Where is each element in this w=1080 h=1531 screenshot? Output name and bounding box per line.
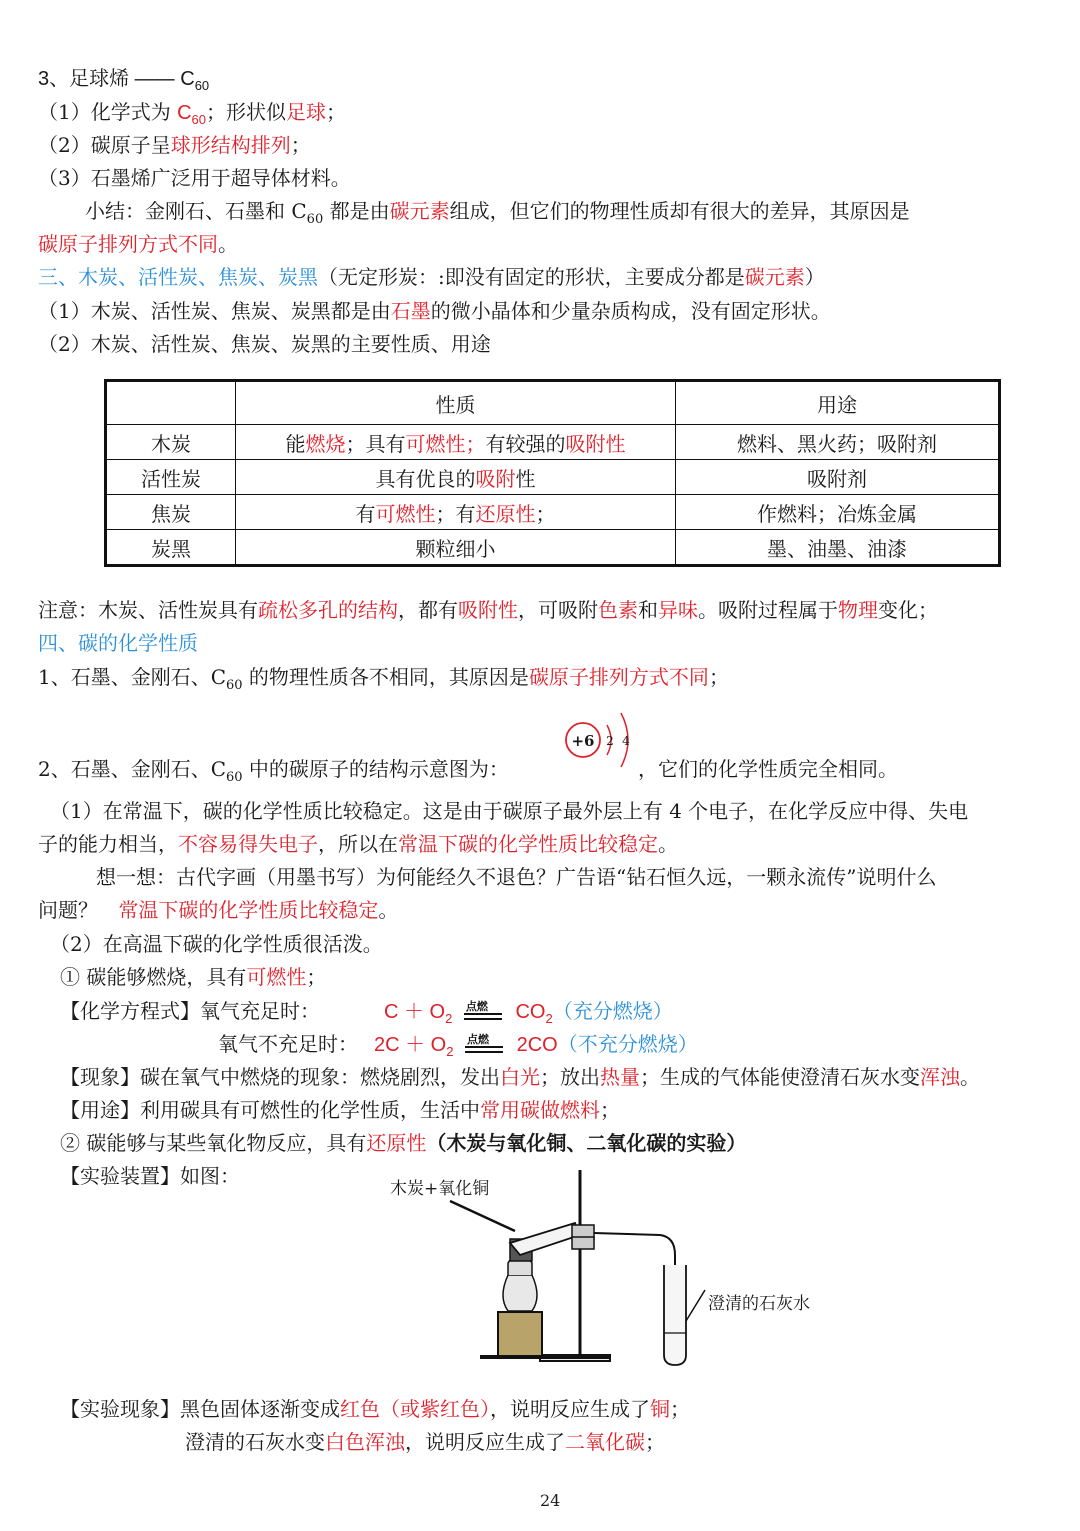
- hard-glass-tube: [510, 1223, 580, 1255]
- equation-2-label: 氧气不充足时：: [218, 1032, 358, 1056]
- reaction-arrow: 点燃: [464, 1003, 504, 1023]
- think-line-2: 问题？ 常温下碳的化学性质比较稳定。: [38, 898, 399, 922]
- table-cell-name: 活性炭: [106, 460, 236, 495]
- table-cell-property: 能燃烧；具有可燃性；有较强的吸附性: [236, 425, 676, 460]
- summary-line-2: 碳原子排列方式不同。: [38, 232, 238, 256]
- shell-1-electrons: 2: [606, 734, 614, 748]
- amorphous-item-2: （2）木炭、活性炭、焦炭、炭黑的主要性质、用途: [38, 332, 491, 356]
- summary-line-1: 小结：金刚石、石墨和 $C_{60}$ 都是由碳元素组成，但它们的物理性质却有很大的差异，其原因是: [85, 199, 910, 227]
- table-cell-name: 炭黑: [106, 530, 236, 566]
- table-header-row: [106, 381, 1000, 425]
- chemical-point-2-b: ，它们的化学性质完全相同。: [638, 757, 898, 781]
- chemical-point-2-a: 2、石墨、金刚石、$C_{60}$ 中的碳原子的结构示意图为：: [38, 757, 509, 785]
- carbon-atom-diagram: [555, 703, 645, 779]
- equation-1: $C + O_2$ 点燃 $CO_2$（充分燃烧）: [384, 999, 673, 1026]
- experiment-apparatus-diagram: [380, 1165, 840, 1375]
- table-cell-use: 作燃料；冶炼金属: [676, 495, 1000, 530]
- table-header-cell: 用途: [676, 381, 1000, 425]
- delivery-tube: [594, 1233, 675, 1355]
- amorphous-item-1: （1）木炭、活性炭、焦炭、炭黑都是由石墨的微小晶体和少量杂质构成，没有固定形状。: [38, 299, 831, 323]
- clamp-lower: [572, 1237, 594, 1249]
- limewater-pointer-line: [686, 1290, 705, 1321]
- table-cell-use: 燃料、黑火药；吸附剂: [676, 425, 1000, 460]
- table-cell-property: 有可燃性；有还原性；: [236, 495, 676, 530]
- phenomenon-line: 【现象】碳在氧气中燃烧的现象：燃烧剧烈，发出白光；放出热量；生成的气体能使澄清石灰水变浑浊。: [60, 1065, 980, 1089]
- equation-2: $2C + O_2$ 点燃 2CO（不充分燃烧）: [374, 1032, 698, 1059]
- equation-label: 【化学方程式】氧气充足时：: [60, 999, 320, 1023]
- table-cell-name: 木炭: [106, 425, 236, 460]
- properties-table: [104, 379, 1001, 567]
- page-number: 24: [540, 1491, 561, 1510]
- fullerene-item-3: （3）石墨烯广泛用于超导体材料。: [38, 166, 351, 190]
- section-heading-fullerene: 3、足球烯 —— $C_{60}$: [38, 68, 210, 93]
- table-cell-name: 焦炭: [106, 495, 236, 530]
- section-heading-amorphous: 三、木炭、活性炭、焦炭、炭黑（无定形炭：:即没有固定的形状，主要成分都是碳元素）: [38, 265, 825, 289]
- stability-line-1: （1）在常温下，碳的化学性质比较稳定。这是由于碳原子最外层上有 4 个电子，在化学反应中得、失电: [50, 799, 969, 823]
- chemical-point-1: 1、石墨、金刚石、$C_{60}$ 的物理性质各不相同，其原因是碳原子排列方式不同；: [38, 665, 729, 693]
- nucleus-charge: +6: [571, 732, 595, 750]
- high-temp-heading: （2）在高温下碳的化学性质很活泼。: [50, 932, 383, 956]
- usage-line: 【用途】利用碳具有可燃性的化学性质，生活中常用碳做燃料；: [60, 1098, 620, 1122]
- table-header-cell: [106, 381, 236, 425]
- label-charcoal-copper-oxide: 木炭+氧化铜: [390, 1179, 490, 1199]
- experiment-phenomenon-1: 【实验现象】黑色固体逐渐变成红色（或紫红色），说明反应生成了铜；: [60, 1397, 690, 1421]
- burner-block: [498, 1312, 542, 1356]
- reaction-arrow: 点燃: [465, 1036, 505, 1056]
- section-heading-chemical: 四、碳的化学性质: [38, 631, 198, 655]
- think-line-1: 想一想：古代字画（用墨书写）为何能经久不退色？广告语“钻石恒久远，一颗永流传”说明什么: [96, 865, 937, 889]
- stability-line-2: 子的能力相当，不容易得失电子，所以在常温下碳的化学性质比较稳定。: [38, 832, 678, 856]
- fullerene-item-2: （2）碳原子呈球形结构排列；: [38, 133, 311, 157]
- alcohol-lamp: [503, 1275, 537, 1311]
- table-cell-use: 墨、油墨、油漆: [676, 530, 1000, 566]
- reagent-pointer-line: [450, 1201, 515, 1231]
- table-cell-use: 吸附剂: [676, 460, 1000, 495]
- shell-2-electrons: 4: [622, 734, 630, 748]
- table-row: [106, 425, 1000, 460]
- table-row: [106, 530, 1000, 566]
- table-header-cell: 性质: [236, 381, 676, 425]
- apparatus-label: 【实验装置】如图：: [60, 1164, 240, 1188]
- fullerene-item-1: （1）化学式为 $C_{60}$；形状似足球；: [38, 100, 347, 127]
- table-row: [106, 495, 1000, 530]
- combustion-heading: ① 碳能够燃烧，具有可燃性；: [60, 965, 327, 989]
- experiment-phenomenon-2: 澄清的石灰水变白色浑浊，说明反应生成了二氧化碳；: [185, 1430, 665, 1454]
- receiving-test-tube: [664, 1265, 686, 1365]
- table-cell-property: 具有优良的吸附性: [236, 460, 676, 495]
- label-limewater: 澄清的石灰水: [708, 1294, 810, 1314]
- table-row: [106, 460, 1000, 495]
- table-cell-property: 颗粒细小: [236, 530, 676, 566]
- adsorption-note: 注意：木炭、活性炭具有疏松多孔的结构，都有吸附性，可吸附色素和异味。吸附过程属于物理变化；: [38, 598, 938, 622]
- reduction-heading: ② 碳能够与某些氧化物反应，具有还原性（木炭与氧化铜、二氧化碳的实验）: [60, 1131, 747, 1155]
